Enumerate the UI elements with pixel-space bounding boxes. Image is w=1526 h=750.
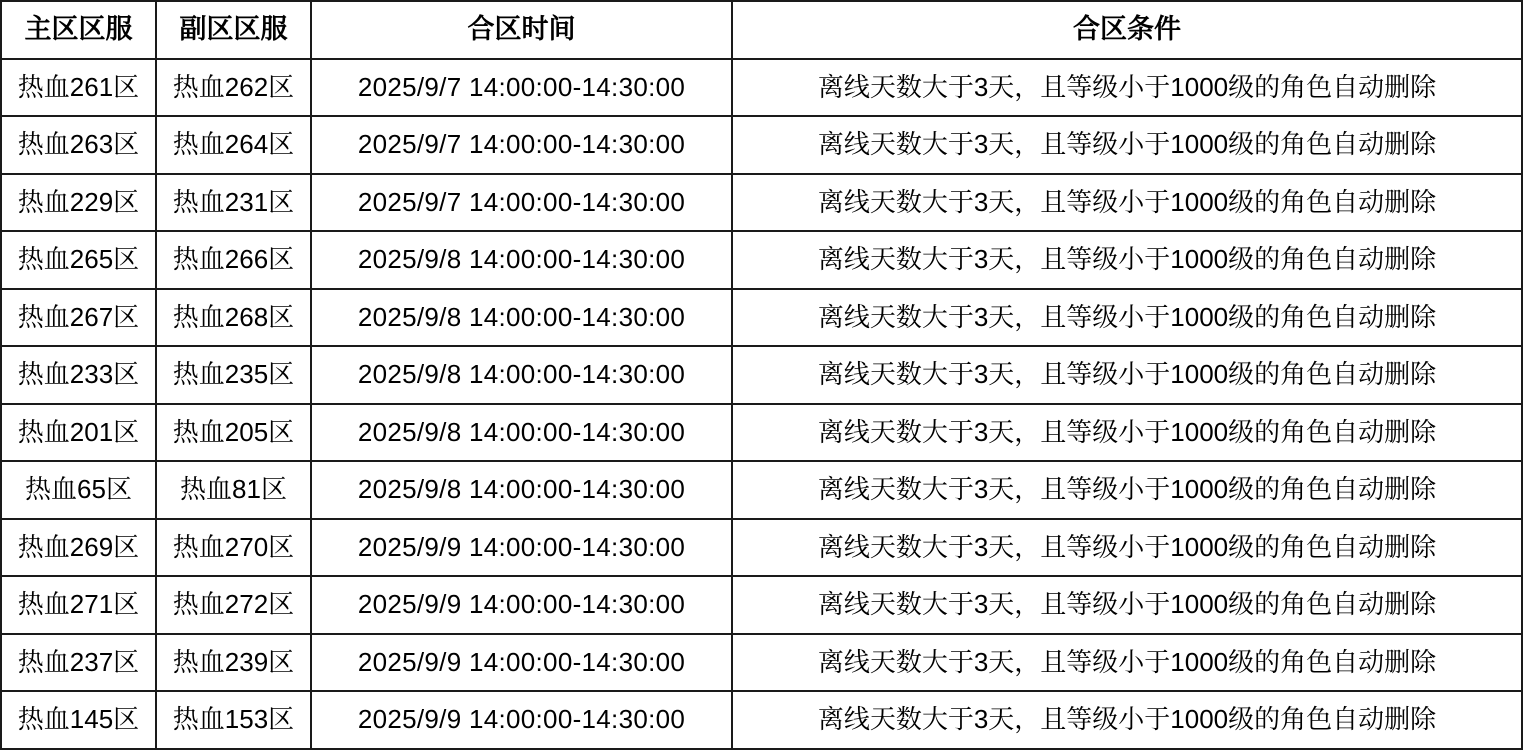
cell-sub-server: 热血235区 xyxy=(156,346,311,404)
cell-merge-condition: 离线天数大于3天，且等级小于1000级的角色自动删除 xyxy=(732,519,1522,577)
cell-merge-condition: 离线天数大于3天，且等级小于1000级的角色自动删除 xyxy=(732,346,1522,404)
cell-main-server: 热血229区 xyxy=(1,174,156,232)
cell-merge-time: 2025/9/7 14:00:00-14:30:00 xyxy=(311,59,732,117)
cell-main-server: 热血233区 xyxy=(1,346,156,404)
column-header-sub-server: 副区区服 xyxy=(156,1,311,59)
cell-sub-server: 热血153区 xyxy=(156,691,311,749)
cell-merge-condition: 离线天数大于3天，且等级小于1000级的角色自动删除 xyxy=(732,116,1522,174)
table-row xyxy=(1,576,1522,634)
cell-merge-time: 2025/9/8 14:00:00-14:30:00 xyxy=(311,346,732,404)
table-row xyxy=(1,519,1522,577)
cell-sub-server: 热血266区 xyxy=(156,231,311,289)
table-header xyxy=(1,1,1522,59)
cell-sub-server: 热血272区 xyxy=(156,576,311,634)
column-header-merge-condition: 合区条件 xyxy=(732,1,1522,59)
column-header-merge-time: 合区时间 xyxy=(311,1,732,59)
table-row xyxy=(1,116,1522,174)
cell-merge-condition: 离线天数大于3天，且等级小于1000级的角色自动删除 xyxy=(732,59,1522,117)
cell-main-server: 热血237区 xyxy=(1,634,156,692)
table-row xyxy=(1,634,1522,692)
cell-sub-server: 热血239区 xyxy=(156,634,311,692)
cell-main-server: 热血267区 xyxy=(1,289,156,347)
cell-merge-condition: 离线天数大于3天，且等级小于1000级的角色自动删除 xyxy=(732,231,1522,289)
cell-main-server: 热血263区 xyxy=(1,116,156,174)
cell-merge-condition: 离线天数大于3天，且等级小于1000级的角色自动删除 xyxy=(732,461,1522,519)
table-row xyxy=(1,174,1522,232)
cell-merge-time: 2025/9/7 14:00:00-14:30:00 xyxy=(311,174,732,232)
cell-merge-time: 2025/9/9 14:00:00-14:30:00 xyxy=(311,519,732,577)
cell-merge-condition: 离线天数大于3天，且等级小于1000级的角色自动删除 xyxy=(732,691,1522,749)
cell-merge-condition: 离线天数大于3天，且等级小于1000级的角色自动删除 xyxy=(732,289,1522,347)
cell-sub-server: 热血231区 xyxy=(156,174,311,232)
table-row xyxy=(1,404,1522,462)
cell-sub-server: 热血262区 xyxy=(156,59,311,117)
cell-sub-server: 热血81区 xyxy=(156,461,311,519)
cell-merge-time: 2025/9/9 14:00:00-14:30:00 xyxy=(311,576,732,634)
cell-merge-time: 2025/9/8 14:00:00-14:30:00 xyxy=(311,289,732,347)
cell-main-server: 热血201区 xyxy=(1,404,156,462)
cell-merge-time: 2025/9/8 14:00:00-14:30:00 xyxy=(311,461,732,519)
cell-merge-condition: 离线天数大于3天，且等级小于1000级的角色自动删除 xyxy=(732,174,1522,232)
cell-merge-condition: 离线天数大于3天，且等级小于1000级的角色自动删除 xyxy=(732,576,1522,634)
cell-sub-server: 热血268区 xyxy=(156,289,311,347)
cell-merge-time: 2025/9/8 14:00:00-14:30:00 xyxy=(311,404,732,462)
table-row xyxy=(1,461,1522,519)
cell-merge-time: 2025/9/7 14:00:00-14:30:00 xyxy=(311,116,732,174)
cell-sub-server: 热血205区 xyxy=(156,404,311,462)
column-header-main-server: 主区区服 xyxy=(1,1,156,59)
table-header-row xyxy=(1,1,1522,59)
cell-main-server: 热血271区 xyxy=(1,576,156,634)
cell-main-server: 热血261区 xyxy=(1,59,156,117)
table-row xyxy=(1,289,1522,347)
cell-main-server: 热血269区 xyxy=(1,519,156,577)
table-row xyxy=(1,59,1522,117)
cell-sub-server: 热血270区 xyxy=(156,519,311,577)
cell-merge-time: 2025/9/9 14:00:00-14:30:00 xyxy=(311,691,732,749)
cell-sub-server: 热血264区 xyxy=(156,116,311,174)
cell-merge-time: 2025/9/9 14:00:00-14:30:00 xyxy=(311,634,732,692)
cell-main-server: 热血145区 xyxy=(1,691,156,749)
table-row xyxy=(1,231,1522,289)
cell-merge-condition: 离线天数大于3天，且等级小于1000级的角色自动删除 xyxy=(732,404,1522,462)
table-body xyxy=(1,59,1522,749)
table-row xyxy=(1,691,1522,749)
cell-merge-condition: 离线天数大于3天，且等级小于1000级的角色自动删除 xyxy=(732,634,1522,692)
table-row xyxy=(1,346,1522,404)
cell-merge-time: 2025/9/8 14:00:00-14:30:00 xyxy=(311,231,732,289)
cell-main-server: 热血265区 xyxy=(1,231,156,289)
cell-main-server: 热血65区 xyxy=(1,461,156,519)
